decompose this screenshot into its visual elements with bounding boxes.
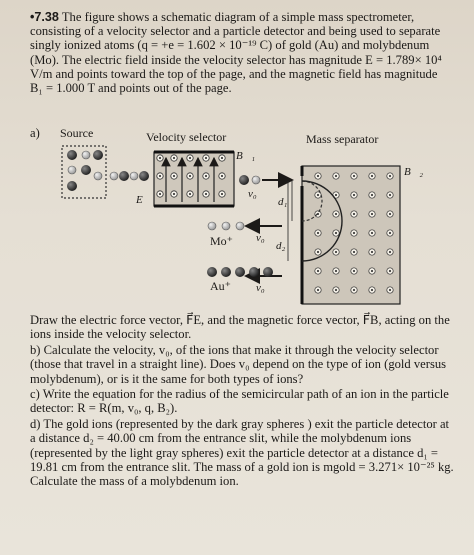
problem-intro: The figure shows a schematic diagram of a simple mass spectrometer, consisting of a velocity selector and a particle detector and being used to separate singly ionized atoms (q = +e = 1.602 × 10⁻¹⁹ C) of gold (Au) and molybdenum (Mo). The electric field inside the velocity selector has magnitude E = 1.789× 10⁴ V/m and points toward the top of the page, and the magnetic field has magnitude B₁ = 1.000 T and points out of the page. <box>30 10 442 96</box>
question-d: d) The gold ions (represented by the dark gray spheres ) exit the particle detector at a distance d₂ = 40.00 cm from the entrance slit, while the molybdenum ions (represented by the light gray spheres) exit the particle detector at a distance d₁ = 19.81 cm from the entrance slit. The mass of a gold ion is mgold = 3.271× 10⁻²⁵ kg. Calculate the mass of a molybdenum ion. <box>30 416 454 489</box>
e-field-label: E⃗ <box>136 194 152 206</box>
problem-number: •7.38 <box>30 10 59 24</box>
mass-separator <box>288 166 400 304</box>
questions-block <box>30 313 455 490</box>
output-beam <box>239 175 292 185</box>
d2-label: d₂ <box>276 240 286 252</box>
input-beam <box>110 171 149 181</box>
source-label: Source <box>60 126 94 140</box>
b2-label: B⃗₂ <box>404 166 424 178</box>
velocity-selector <box>154 152 234 206</box>
v0-label-top: v₀ <box>248 188 257 200</box>
velocity-selector-label: Velocity selector <box>146 130 227 144</box>
au-ions <box>207 267 282 277</box>
question-a: Draw the electric force vector, F⃗E, and the magnetic force vector, F⃗B, acting on the ions inside the velocity selector. <box>30 313 450 342</box>
au-label: Au⁺ <box>210 279 231 293</box>
question-b: b) Calculate the velocity, v₀, of the ions that make it through the velocity selector (those that travel in a straight line). Does v₀ depend on the type of ion (gold versus molybdenum), or is it the same for both types of ions? <box>30 342 447 386</box>
part-a-label: a) <box>30 126 40 140</box>
v0-label-mo: v₀ <box>256 232 265 244</box>
v0-label-au: v₀ <box>256 282 265 294</box>
d1-label: d₁ <box>278 196 288 208</box>
ion-source <box>62 146 106 198</box>
mo-label: Mo⁺ <box>210 234 234 248</box>
question-c: c) Write the equation for the radius of the semicircular path of an ion in the particle detector: R = R(m, v₀, q, B₂). <box>30 387 449 416</box>
mo-ions <box>208 222 282 230</box>
b1-label: B⃗₁ <box>236 150 256 162</box>
mass-separator-label: Mass separator <box>306 132 379 146</box>
